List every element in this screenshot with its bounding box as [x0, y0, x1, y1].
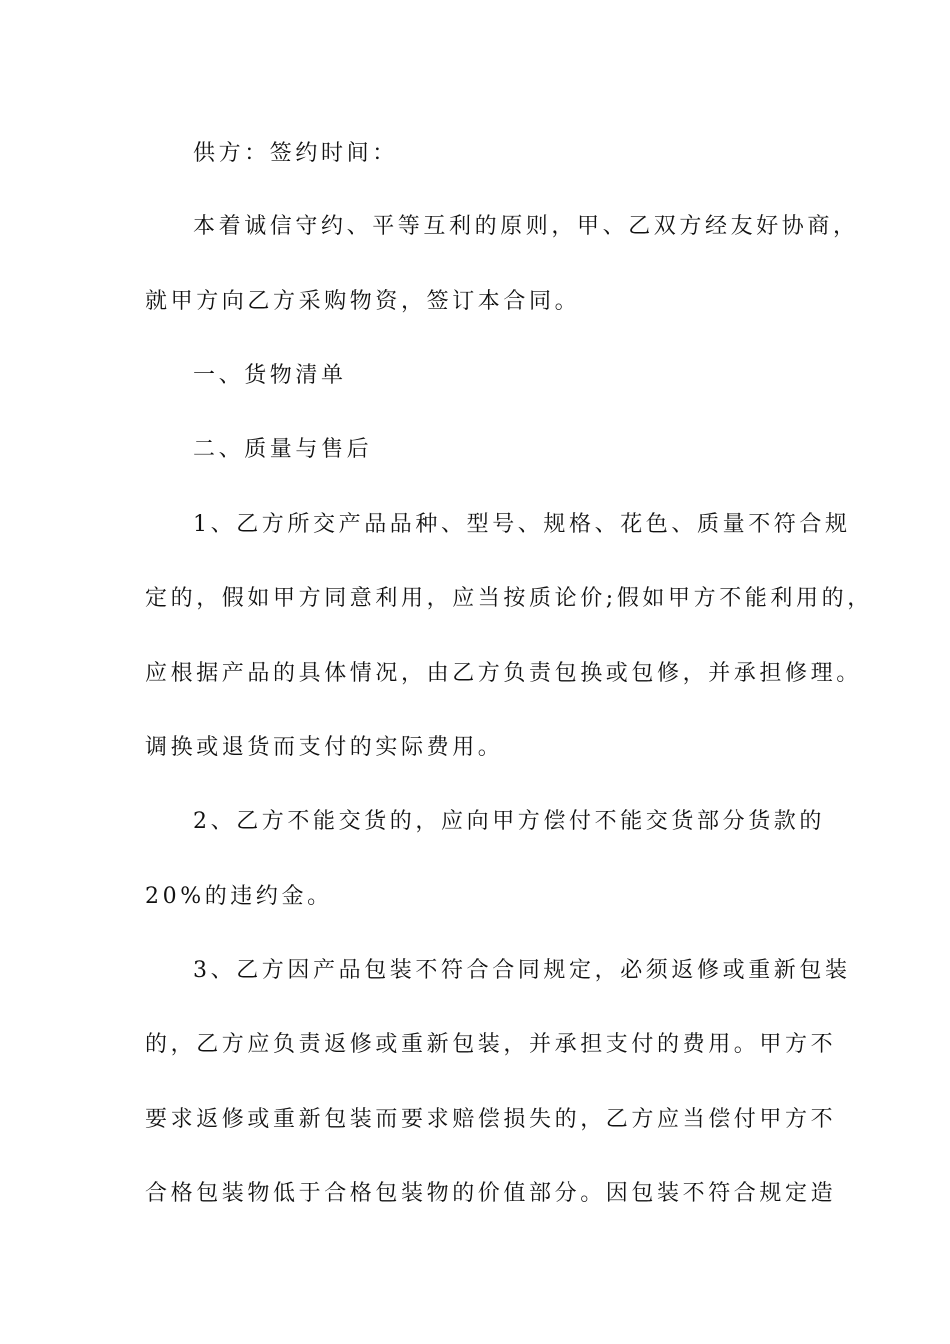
preamble-line-1: 本着诚信守约、平等互利的原则，甲、乙双方经友好协商，	[193, 214, 859, 239]
supplier-signing-time-line: 供方：签约时间：	[193, 141, 398, 166]
clause-3-line-1: 3、乙方因产品包装不符合合同规定，必须返修或重新包装	[193, 958, 851, 983]
clause-3-line-4: 合格包装物低于合格包装物的价值部分。因包装不符合规定造	[145, 1181, 837, 1206]
section-heading-goods-list: 一、货物清单	[193, 363, 347, 388]
clause-1-line-3: 应根据产品的具体情况，由乙方负责包换或包修，并承担修理。	[145, 661, 862, 686]
clause-3-line-3: 要求返修或重新包装而要求赔偿损失的，乙方应当偿付甲方不	[145, 1107, 837, 1132]
clause-2-line-1: 2、乙方不能交货的，应向甲方偿付不能交货部分货款的	[193, 809, 825, 834]
clause-1-line-4: 调换或退货而支付的实际费用。	[145, 735, 504, 760]
clause-1-line-1: 1、乙方所交产品品种、型号、规格、花色、质量不符合规	[193, 512, 851, 537]
section-heading-quality-after-sales: 二、质量与售后	[193, 437, 373, 462]
preamble-line-2: 就甲方向乙方采购物资，签订本合同。	[145, 289, 581, 314]
clause-2-line-2: 20%的违约金。	[145, 884, 333, 909]
clause-3-line-2: 的，乙方应负责返修或重新包装，并承担支付的费用。甲方不	[145, 1032, 837, 1057]
clause-1-line-2: 定的，假如甲方同意利用，应当按质论价;假如甲方不能利用的，	[145, 586, 873, 611]
